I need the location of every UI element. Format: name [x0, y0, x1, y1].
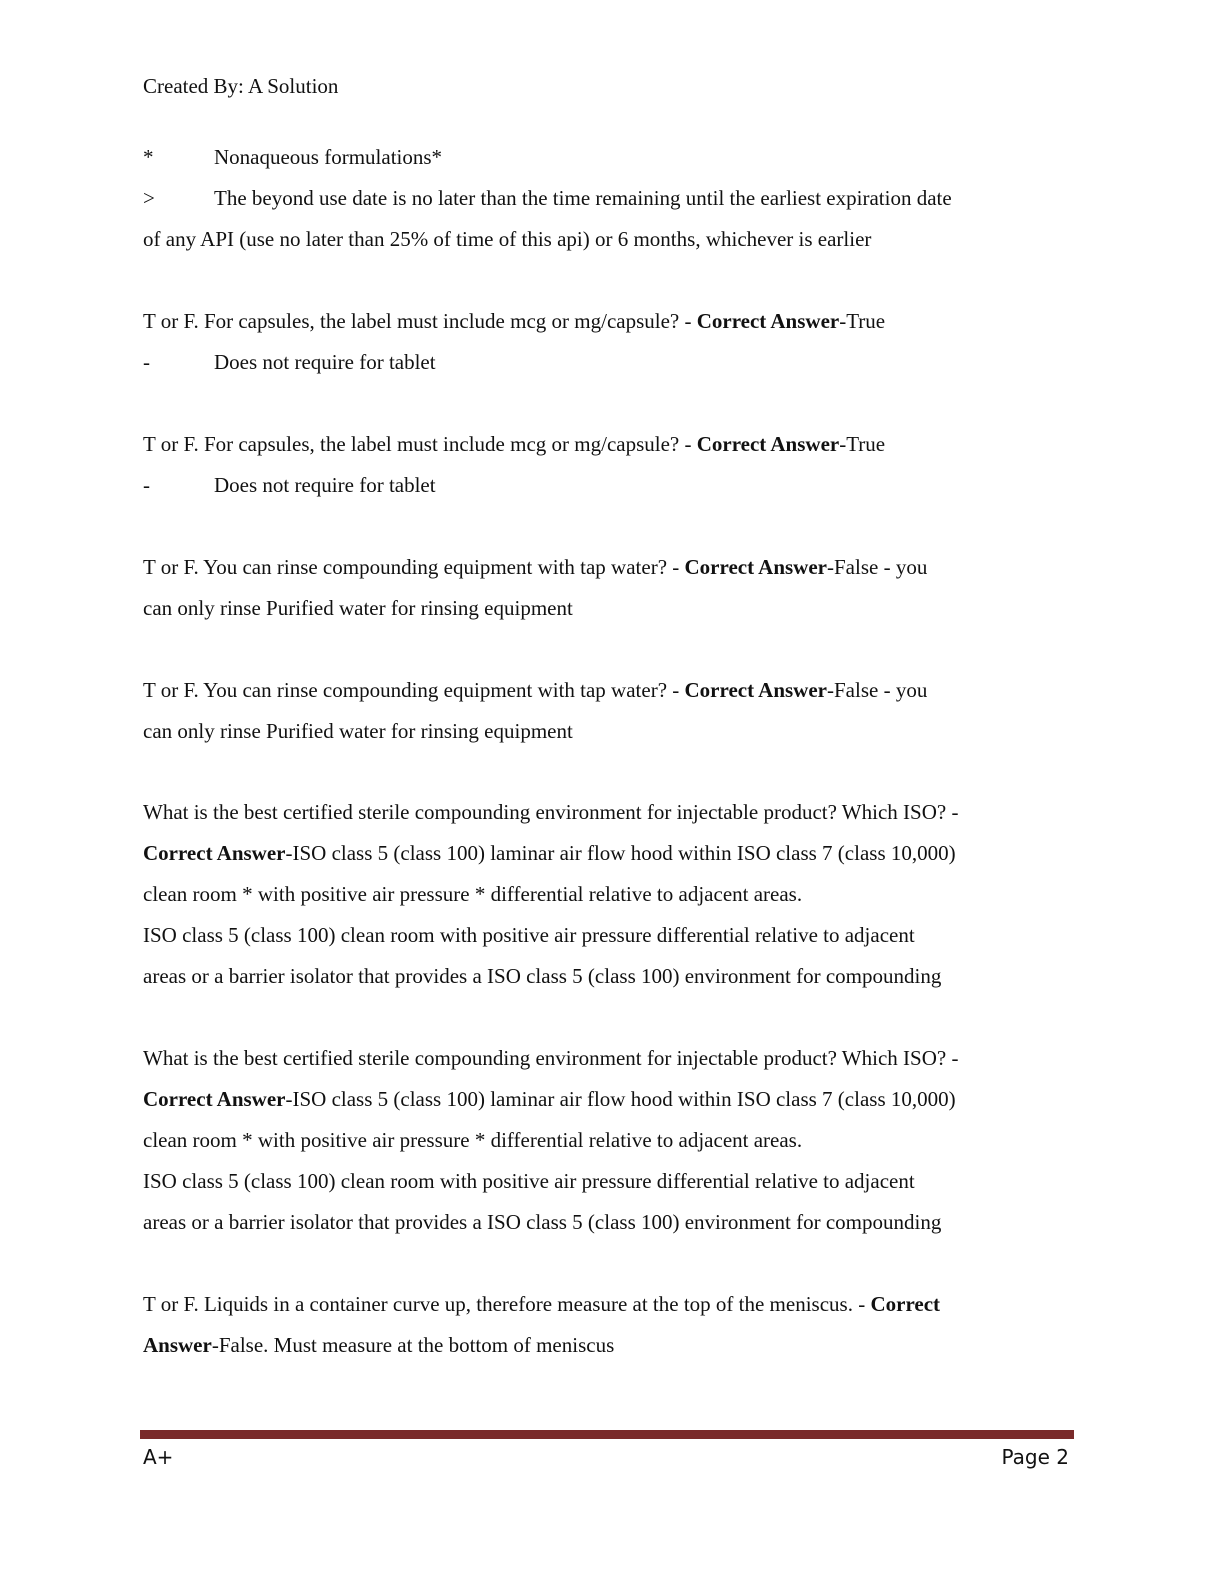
- bullet-row: [143, 468, 1143, 502]
- bullet-row: [143, 345, 1143, 379]
- paragraph-line: areas or a barrier isolator that provides a ISO class 5 (class 100) environment for compounding: [143, 964, 942, 988]
- question-line: [143, 427, 885, 461]
- footer-rule: [140, 1430, 1074, 1439]
- bullet-symbol: *: [143, 145, 154, 169]
- bullet-text: Does not require for tablet: [214, 473, 436, 497]
- answer-text: -False - you: [827, 555, 928, 579]
- question-line: [143, 550, 927, 584]
- answer-line: [143, 1328, 614, 1362]
- question-text: T or F. Liquids in a container curve up, therefore measure at the top of the meniscus. -: [143, 1292, 871, 1316]
- correct-answer-label: Correct Answer: [684, 678, 827, 702]
- bullet-text: Nonaqueous formulations*: [214, 145, 443, 169]
- question-text: T or F. For capsules, the label must include mcg or mg/capsule? -: [143, 309, 697, 333]
- paragraph-line: clean room * with positive air pressure * differential relative to adjacent areas.: [143, 882, 803, 906]
- bullet-symbol: -: [143, 350, 150, 374]
- paragraph-line: of any API (use no later than 25% of time of this api) or 6 months, whichever is earlier: [143, 227, 872, 251]
- correct-answer-label: Correct Answer: [143, 1087, 286, 1111]
- bullet-symbol: >: [143, 186, 155, 210]
- paragraph-line: can only rinse Purified water for rinsing equipment: [143, 596, 573, 620]
- correct-answer-label: Correct Answer: [684, 555, 827, 579]
- question-line: [143, 673, 927, 707]
- question-line: [143, 304, 885, 338]
- bullet-row: [143, 140, 1143, 174]
- answer-text: -False. Must measure at the bottom of meniscus: [211, 1333, 615, 1357]
- footer-left-text: A+: [143, 1445, 174, 1469]
- correct-answer-label: Correct: [870, 1292, 941, 1316]
- bullet-text: Does not require for tablet: [214, 350, 436, 374]
- answer-text: -ISO class 5 (class 100) laminar air flow hood within ISO class 7 (class 10,000): [285, 841, 956, 865]
- question-line: What is the best certified sterile compounding environment for injectable product? Which ISO? -: [143, 800, 959, 824]
- paragraph-line: areas or a barrier isolator that provides a ISO class 5 (class 100) environment for compounding: [143, 1210, 942, 1234]
- document-header: Created By: A Solution: [143, 74, 339, 98]
- correct-answer-label: Correct Answer: [696, 309, 840, 333]
- paragraph-line: can only rinse Purified water for rinsing equipment: [143, 719, 573, 743]
- question-text: T or F. You can rinse compounding equipment with tap water? -: [143, 678, 685, 702]
- answer-text: -True: [839, 432, 886, 456]
- bullet-symbol: -: [143, 473, 150, 497]
- bullet-row: [143, 181, 1143, 215]
- paragraph-line: clean room * with positive air pressure * differential relative to adjacent areas.: [143, 1128, 803, 1152]
- answer-text: -False - you: [827, 678, 928, 702]
- paragraph-line: ISO class 5 (class 100) clean room with positive air pressure differential relative to adjacent: [143, 923, 915, 947]
- paragraph-line: ISO class 5 (class 100) clean room with positive air pressure differential relative to adjacent: [143, 1169, 915, 1193]
- answer-line: [143, 1082, 956, 1116]
- question-text: T or F. You can rinse compounding equipment with tap water? -: [143, 555, 685, 579]
- answer-line: [143, 836, 956, 870]
- correct-answer-label: Correct Answer: [696, 432, 840, 456]
- question-line: What is the best certified sterile compounding environment for injectable product? Which ISO? -: [143, 1046, 959, 1070]
- answer-text: -True: [839, 309, 886, 333]
- page-number: Page 2: [1001, 1445, 1069, 1469]
- bullet-text: The beyond use date is no later than the time remaining until the earliest expiration date: [214, 186, 952, 210]
- correct-answer-label: Correct Answer: [143, 841, 286, 865]
- question-text: T or F. For capsules, the label must include mcg or mg/capsule? -: [143, 432, 697, 456]
- answer-text: -ISO class 5 (class 100) laminar air flow hood within ISO class 7 (class 10,000): [285, 1087, 956, 1111]
- question-line: [143, 1287, 940, 1321]
- correct-answer-label: Answer: [143, 1333, 212, 1357]
